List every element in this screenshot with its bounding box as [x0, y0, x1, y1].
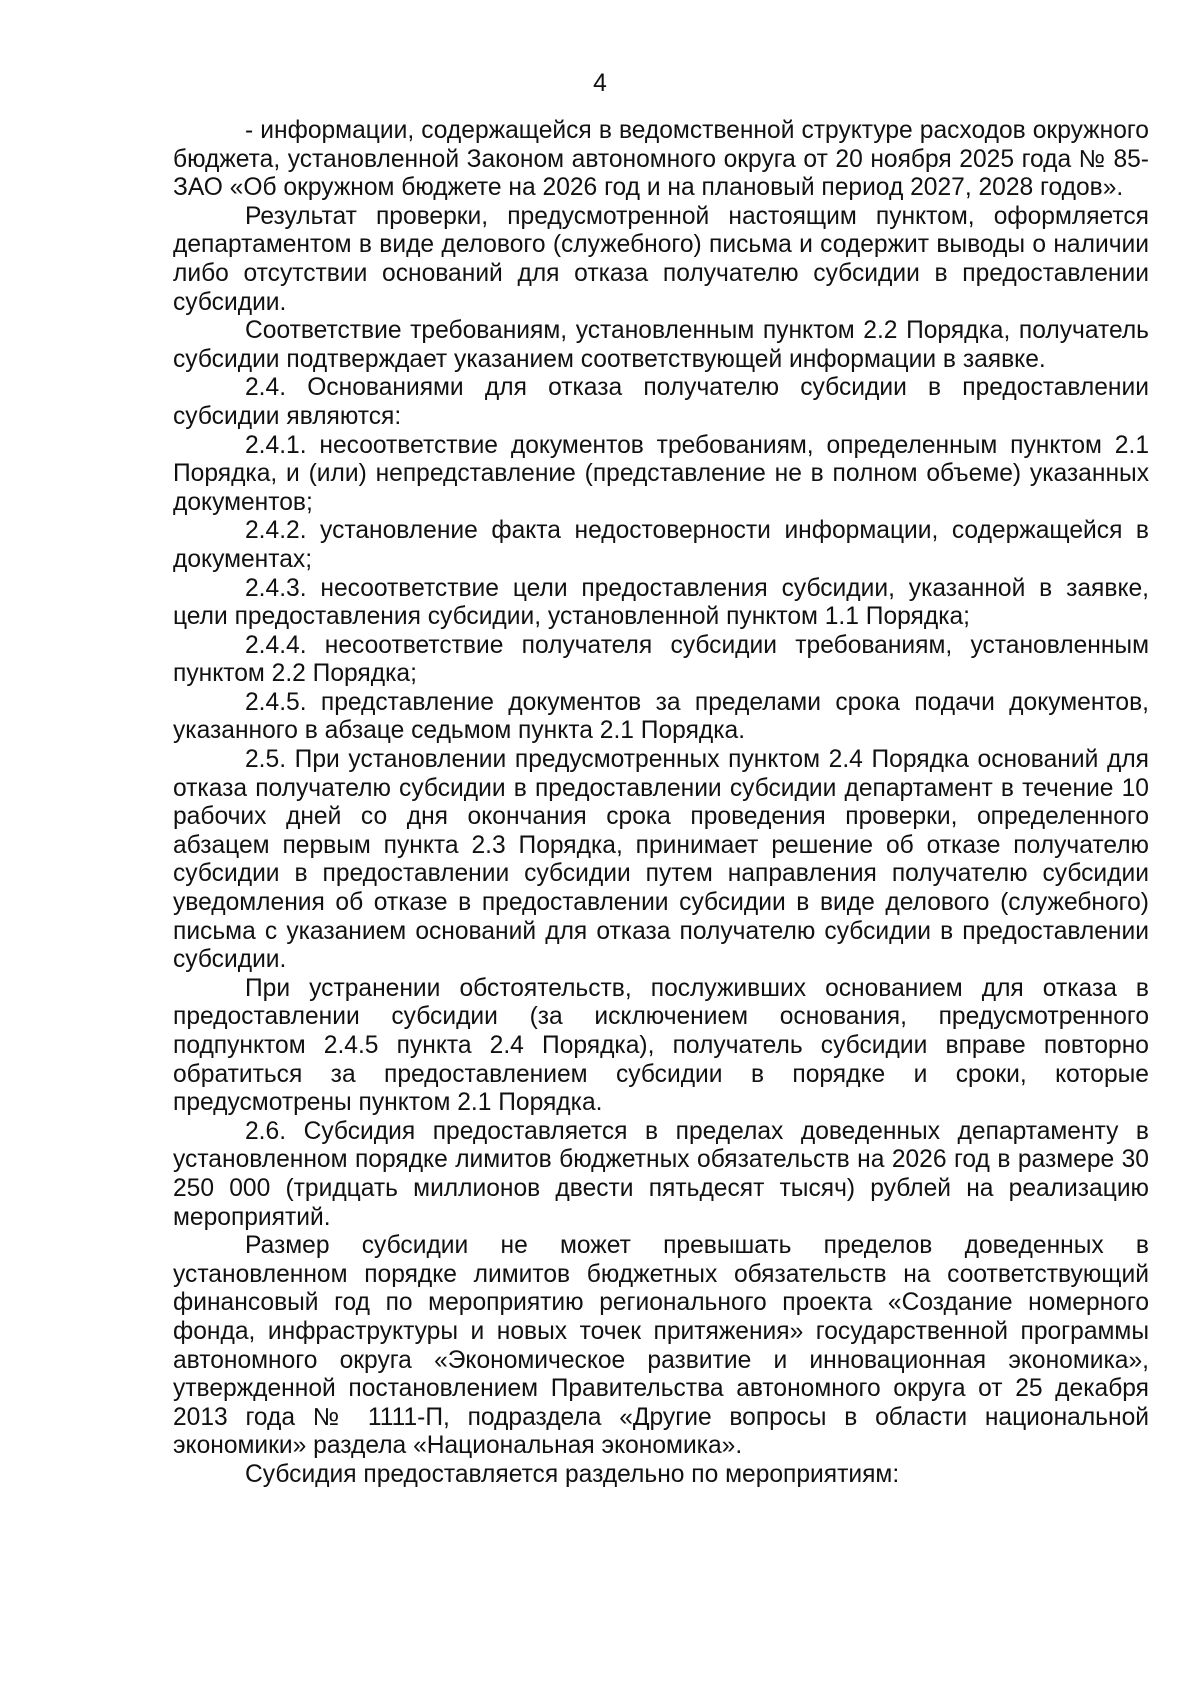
- paragraph-budget-information: - информации, содержащейся в ведомственной структуре расходов окружного бюджета, установленной Законом автономного округа от 20 ноября 2025 года № 85-ЗАО «Об окружном бюджете на 2026 год и на плановый период 2027, 2028 годов».: [173, 117, 1149, 202]
- paragraph-2-4-4: 2.4.4. несоответствие получателя субсидии требованиям, установленным пунктом 2.2 Порядка;: [173, 631, 1149, 688]
- paragraph-2-4-1: 2.4.1. несоответствие документов требованиям, определенным пунктом 2.1 Порядка, и (или) непредставление (представление не в полном объеме) указанных документов;: [173, 431, 1149, 516]
- paragraph-2-4-2: 2.4.2. установление факта недостоверности информации, содержащейся в документах;: [173, 517, 1149, 573]
- paragraph-subsidy-limit: Размер субсидии не может превышать пределов доведенных в установленном порядке лимитов бюджетных обязательств на соответствующий финансовый год по мероприятию регионального проекта «Создание номерного фонда, инфраструктуры и новых точек притяжения» государственной программы автономного округа «Экономическое развитие и инновационная экономика», утвержденной постановлением Правительства автономного округа от 25 декабря 2013 года № 1111-П, подраздела «Другие вопросы в области национальной экономики» раздела «Национальная экономика».: [173, 1232, 1149, 1460]
- paragraph-2-4-5: 2.4.5. представление документов за пределами срока подачи документов, указанного в абзаце седьмом пункта 2.1 Порядка.: [173, 688, 1149, 745]
- paragraph-requirements-compliance: Соответствие требованиям, установленным пунктом 2.2 Порядка, получатель субсидии подтверждает указанием соответствующей информации в заявке.: [173, 317, 1149, 373]
- paragraph-subsidy-by-events: Субсидия предоставляется раздельно по мероприятиям:: [245, 1460, 900, 1488]
- paragraph-repeat-application: При устранении обстоятельств, послуживших основанием для отказа в предоставлении субсидии (за исключением основания, предусмотренного подпунктом 2.4.5 пункта 2.4 Порядка), получатель субсидии вправе повторно обратиться за предоставлением субсидии в порядке и сроки, которые предусмотрены пунктом 2.1 Порядка.: [173, 974, 1149, 1117]
- paragraph-2-5-refusal-decision: 2.5. При установлении предусмотренных пунктом 2.4 Порядка оснований для отказа получателю субсидии в предоставлении субсидии департамент в течение 10 рабочих дней со дня окончания срока проведения проверки, определенного абзацем первым пункта 2.3 Порядка, принимает решение об отказе получателю субсидии в предоставлении субсидии путем направления получателю субсидии уведомления об отказе в предоставлении субсидии в виде делового (служебного) письма с указанием оснований для отказа получателю субсидии в предоставлении субсидии.: [173, 746, 1149, 974]
- paragraph-2-6-subsidy-amount: 2.6. Субсидия предоставляется в пределах доведенных департаменту в установленном порядке лимитов бюджетных обязательств на 2026 год в размере 30 250 000 (тридцать миллионов двести пятьдесят тысяч) рублей на реализацию мероприятий.: [173, 1117, 1149, 1231]
- paragraph-2-4-refusal-grounds: 2.4. Основаниями для отказа получателю субсидии в предоставлении субсидии являются:: [173, 374, 1149, 430]
- page-number: 4: [593, 70, 607, 97]
- document-body: [173, 117, 1149, 1490]
- paragraph-check-result: Результат проверки, предусмотренной настоящим пунктом, оформляется департаментом в виде делового (служебного) письма и содержит выводы о наличии либо отсутствии оснований для отказа получателю субсидии в предоставлении субсидии.: [173, 202, 1149, 316]
- paragraph-2-4-3: 2.4.3. несоответствие цели предоставления субсидии, указанной в заявке, цели предоставления субсидии, установленной пунктом 1.1 Порядка;: [173, 574, 1149, 631]
